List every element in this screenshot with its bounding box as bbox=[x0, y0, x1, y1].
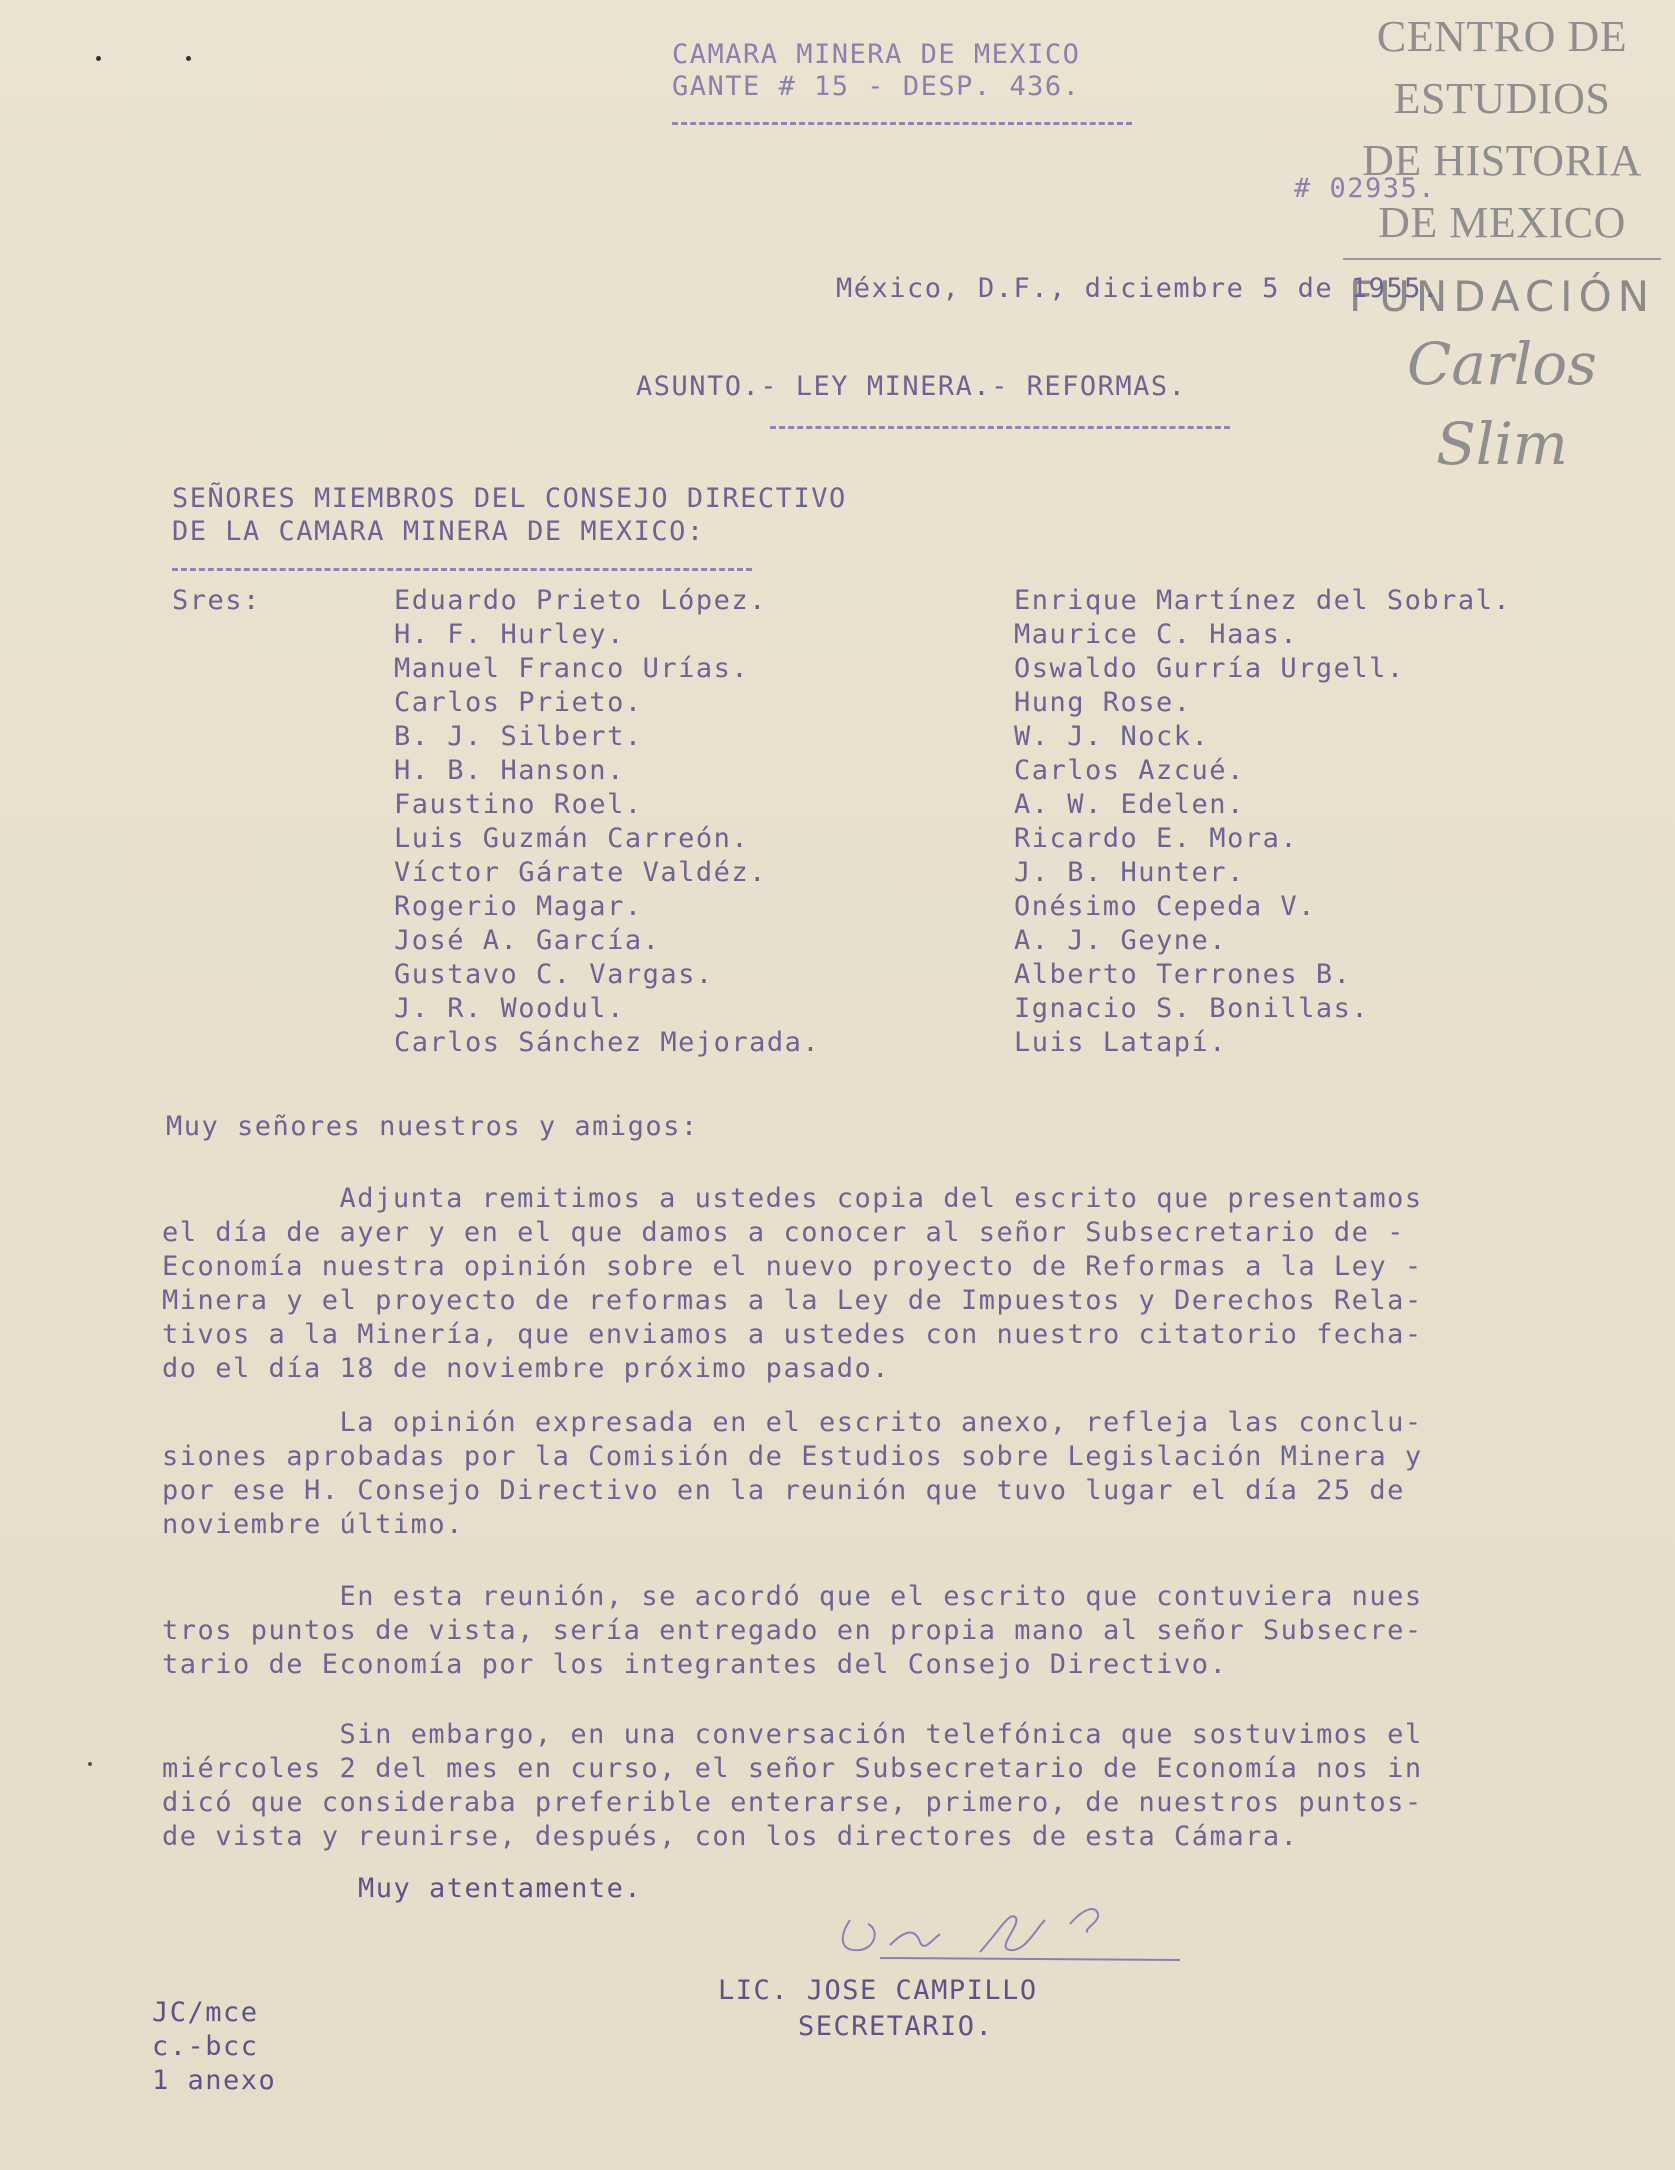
paragraph-line: tros puntos de vista, sería entregado en propia mano al señor Subsecre- bbox=[162, 1615, 1423, 1646]
recipient-name: Carlos Sánchez Mejorada. bbox=[394, 1027, 821, 1058]
watermark-divider bbox=[1343, 258, 1661, 260]
recipients-right-column bbox=[1014, 584, 1511, 1060]
letterhead-underline bbox=[672, 122, 1132, 125]
recipient-name: Luis Guzmán Carreón. bbox=[394, 823, 750, 854]
recipients-underline bbox=[172, 568, 752, 571]
paragraph-line: el día de ayer y en el que damos a conocer al señor Subsecretario de - bbox=[162, 1217, 1405, 1248]
recipient-name: Faustino Roel. bbox=[394, 789, 643, 820]
recipient-name: W. J. Nock. bbox=[1014, 721, 1210, 752]
recipient-name: Maurice C. Haas. bbox=[1014, 619, 1299, 650]
subject-line: ASUNTO.- LEY MINERA.- REFORMAS. bbox=[636, 371, 1187, 402]
letterhead-line-1: CAMARA MINERA DE MEXICO bbox=[672, 39, 1081, 70]
handwritten-signature bbox=[820, 1890, 1200, 1970]
body-paragraph-1 bbox=[162, 1182, 1592, 1386]
paragraph-line: La opinión expresada en el escrito anexo, refleja las conclu- bbox=[162, 1407, 1423, 1438]
paragraph-line: Minera y el proyecto de reformas a la Ley de Impuestos y Derechos Rela- bbox=[162, 1285, 1423, 1316]
reference-copy: c.-bcc bbox=[152, 2031, 259, 2062]
letterhead-line-2: GANTE # 15 - DESP. 436. bbox=[672, 71, 1081, 102]
date-line: México, D.F., diciembre 5 de 1955. bbox=[836, 273, 1440, 304]
salutation: Muy señores nuestros y amigos: bbox=[166, 1111, 699, 1142]
paragraph-line: noviembre último. bbox=[162, 1509, 464, 1540]
recipient-name: José A. García. bbox=[394, 925, 661, 956]
paragraph-line: Adjunta remitimos a ustedes copia del escrito que presentamos bbox=[162, 1183, 1423, 1214]
body-paragraph-2 bbox=[162, 1406, 1592, 1542]
paragraph-line: por ese H. Consejo Directivo en la reunión que tuvo lugar el día 25 de bbox=[162, 1475, 1405, 1506]
watermark-line: DE HISTORIA bbox=[1362, 136, 1642, 185]
paragraph-line: miércoles 2 del mes en curso, el señor Subsecretario de Economía nos in bbox=[162, 1753, 1423, 1784]
archive-watermark bbox=[1337, 6, 1667, 484]
recipient-name: Luis Latapí. bbox=[1014, 1027, 1228, 1058]
ink-dot bbox=[96, 56, 101, 61]
recipient-name: H. B. Hanson. bbox=[394, 755, 625, 786]
recipient-name: Enrique Martínez del Sobral. bbox=[1014, 585, 1512, 616]
recipient-name: Ricardo E. Mora. bbox=[1014, 823, 1299, 854]
recipient-name: Alberto Terrones B. bbox=[1014, 959, 1352, 990]
recipients-heading-2: DE LA CAMARA MINERA DE MEXICO: bbox=[172, 516, 705, 547]
ink-dot bbox=[186, 56, 191, 61]
recipient-name: Onésimo Cepeda V. bbox=[1014, 891, 1316, 922]
signer-name: LIC. JOSE CAMPILLO bbox=[718, 1975, 1038, 2006]
reference-enclosure: 1 anexo bbox=[152, 2065, 277, 2096]
recipient-name: Víctor Gárate Valdéz. bbox=[394, 857, 767, 888]
recipient-name: B. J. Silbert. bbox=[394, 721, 643, 752]
paragraph-line: de vista y reunirse, después, con los directores de esta Cámara. bbox=[162, 1821, 1299, 1852]
paragraph-line: tivos a la Minería, que enviamos a ustedes con nuestro citatorio fecha- bbox=[162, 1319, 1423, 1350]
paragraph-line: Sin embargo, en una conversación telefónica que sostuvimos el bbox=[162, 1719, 1423, 1750]
paragraph-line: Economía nuestra opinión sobre el nuevo proyecto de Reformas a la Ley - bbox=[162, 1251, 1423, 1282]
recipient-name: Rogerio Magar. bbox=[394, 891, 643, 922]
recipient-name: Carlos Prieto. bbox=[394, 687, 643, 718]
subject-underline bbox=[770, 426, 1230, 429]
recipient-name: Eduardo Prieto López. bbox=[394, 585, 767, 616]
watermark-line: DE MEXICO bbox=[1378, 198, 1626, 247]
body-paragraph-4 bbox=[162, 1718, 1592, 1854]
folio-number: # 02935. bbox=[1294, 173, 1437, 204]
body-paragraph-3 bbox=[162, 1580, 1592, 1682]
recipient-name: Manuel Franco Urías. bbox=[394, 653, 750, 684]
recipient-name: A. W. Edelen. bbox=[1014, 789, 1245, 820]
paragraph-line: do el día 18 de noviembre próximo pasado. bbox=[162, 1353, 890, 1384]
paragraph-line: dicó que consideraba preferible enterarse, primero, de nuestros puntos- bbox=[162, 1787, 1423, 1818]
watermark-signature: Carlos Slim bbox=[1407, 330, 1597, 478]
recipient-name: Oswaldo Gurría Urgell. bbox=[1014, 653, 1405, 684]
reference-initials: JC/mce bbox=[152, 1997, 259, 2028]
recipient-name: Carlos Azcué. bbox=[1014, 755, 1245, 786]
paragraph-line: siones aprobadas por la Comisión de Estudios sobre Legislación Minera y bbox=[162, 1441, 1423, 1472]
closing: Muy atentamente. bbox=[358, 1873, 643, 1904]
watermark-line: ESTUDIOS bbox=[1393, 74, 1611, 123]
watermark-foundation: FUNDACIÓN bbox=[1348, 272, 1656, 321]
recipient-name: A. J. Geyne. bbox=[1014, 925, 1228, 956]
recipients-left-column bbox=[394, 584, 820, 1060]
recipient-name: Gustavo C. Vargas. bbox=[394, 959, 714, 990]
recipient-name: J. R. Woodul. bbox=[394, 993, 625, 1024]
recipient-name: Hung Rose. bbox=[1014, 687, 1192, 718]
recipient-name: J. B. Hunter. bbox=[1014, 857, 1245, 888]
recipients-prefix: Sres: bbox=[172, 585, 261, 616]
paragraph-line: tario de Economía por los integrantes del Consejo Directivo. bbox=[162, 1649, 1228, 1680]
watermark-line: CENTRO DE bbox=[1376, 12, 1628, 61]
ink-dot bbox=[88, 1762, 92, 1766]
recipient-name: Ignacio S. Bonillas. bbox=[1014, 993, 1370, 1024]
recipients-heading-1: SEÑORES MIEMBROS DEL CONSEJO DIRECTIVO bbox=[172, 483, 847, 514]
paragraph-line: En esta reunión, se acordó que el escrito que contuviera nues bbox=[162, 1581, 1423, 1612]
signer-title: SECRETARIO. bbox=[798, 2011, 994, 2042]
recipient-name: H. F. Hurley. bbox=[394, 619, 625, 650]
